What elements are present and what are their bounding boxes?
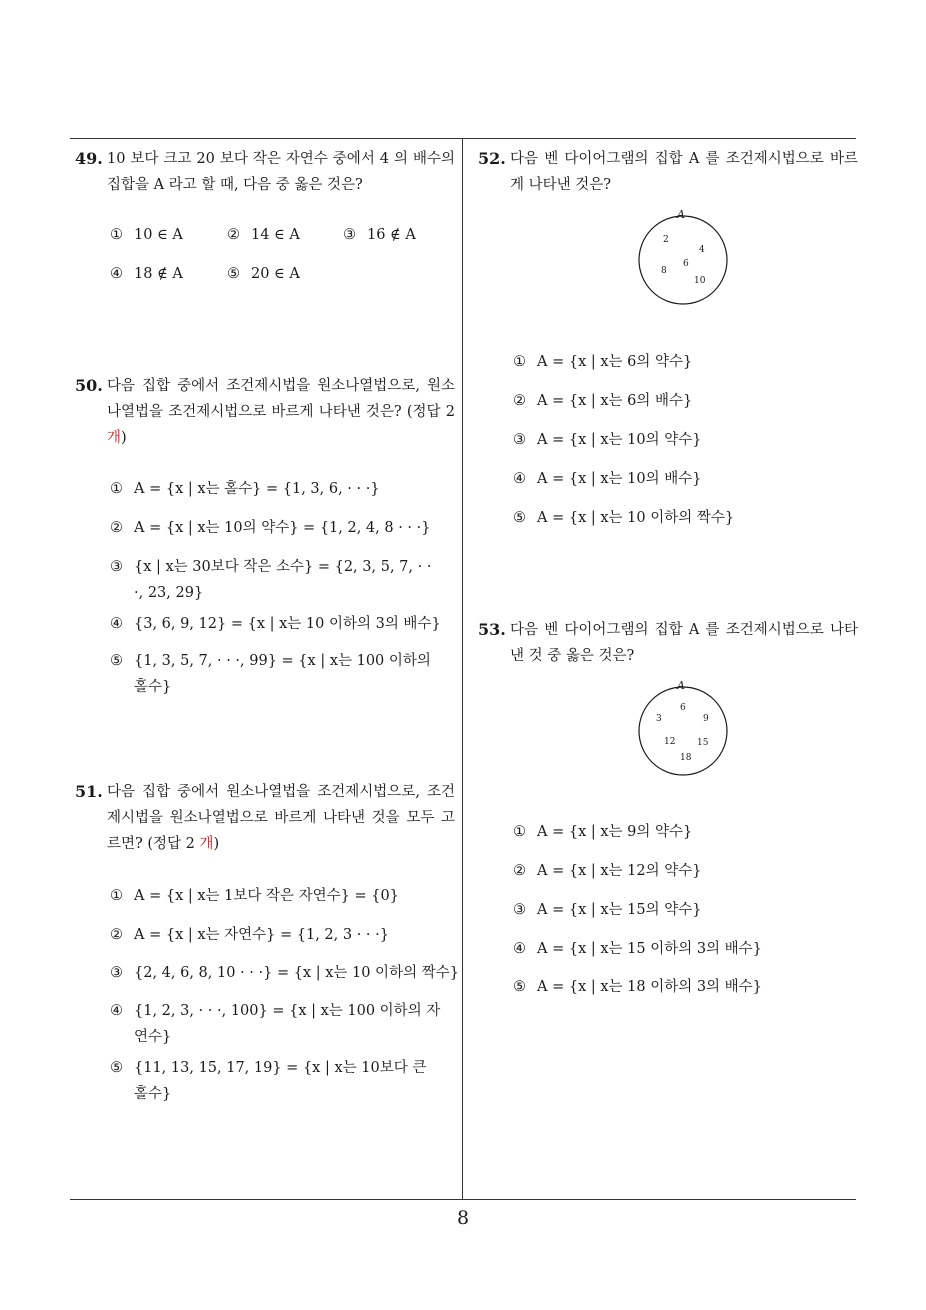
element-label: 8 — [661, 266, 667, 276]
choice-4[interactable]: ④ A = {x | x는 10의 배수} — [513, 471, 702, 487]
question-53 — [478, 617, 858, 669]
page-number: 8 — [456, 1207, 470, 1229]
choice-5[interactable]: ⑤ {1, 3, 5, 7, · · ·, 99} = {x | x는 100 이하의 홀수} — [110, 653, 431, 695]
choice-5[interactable]: ⑤ A = {x | x는 10 이하의 짝수} — [513, 510, 735, 526]
choice-2[interactable]: ② A = {x | x는 10의 약수} = {1, 2, 4, 8 · · ·} — [110, 520, 431, 536]
set-label: A — [677, 679, 685, 692]
choice-5[interactable]: ⑤ A = {x | x는 18 이하의 3의 배수} — [513, 979, 762, 995]
question-number: 50. — [75, 376, 103, 395]
bottom-rule — [70, 1199, 856, 1200]
choice-4[interactable]: ④ 18 ∉ A — [110, 266, 183, 282]
element-label: 4 — [699, 245, 705, 255]
question-text: 다음 벤 다이어그램의 집합 A 를 조건제시법으로 바르게 나타낸 것은? — [510, 151, 858, 193]
question-50 — [75, 373, 455, 451]
choice-1[interactable]: ① A = {x | x는 9의 약수} — [513, 824, 693, 840]
choice-2[interactable]: ② 14 ∈ A — [227, 227, 300, 243]
choice-3[interactable]: ③ A = {x | x는 10의 약수} — [513, 432, 702, 448]
choice-2[interactable]: ② A = {x | x는 6의 배수} — [513, 393, 693, 409]
question-51 — [75, 779, 455, 857]
choice-3[interactable]: ③ A = {x | x는 15의 약수} — [513, 902, 702, 918]
question-text: 다음 집합 중에서 조건제시법을 원소나열법으로, 원소나열법을 조건제시법으로 바르게 나타낸 것은? (정답 2 개) — [107, 378, 455, 446]
choice-5[interactable]: ⑤ {11, 13, 15, 17, 19} = {x | x는 10보다 큰 홀수} — [110, 1060, 427, 1102]
choice-2[interactable]: ② A = {x | x는 자연수} = {1, 2, 3 · · ·} — [110, 927, 389, 943]
choice-4[interactable]: ④ {1, 2, 3, · · ·, 100} = {x | x는 100 이하의 자연수} — [110, 1003, 441, 1045]
element-label: 6 — [680, 703, 686, 713]
set-label: A — [677, 208, 685, 221]
choice-4[interactable]: ④ A = {x | x는 15 이하의 3의 배수} — [513, 941, 762, 957]
venn-diagram — [630, 205, 734, 309]
element-label: 2 — [663, 235, 669, 245]
top-rule — [70, 138, 856, 139]
question-number: 53. — [478, 620, 506, 639]
element-label: 3 — [656, 714, 662, 724]
question-text: 다음 집합 중에서 원소나열법을 조건제시법으로, 조건제시법을 원소나열법으로 바르게 나타낸 것을 모두 고르면? (정답 2 개) — [107, 784, 455, 852]
choice-2[interactable]: ② A = {x | x는 12의 약수} — [513, 863, 702, 879]
choice-5[interactable]: ⑤ 20 ∈ A — [227, 266, 300, 282]
element-label: 9 — [703, 714, 709, 724]
choice-1[interactable]: ① A = {x | x는 6의 약수} — [513, 354, 693, 370]
venn-diagram — [630, 676, 734, 780]
element-label: 10 — [694, 276, 706, 286]
highlight-text: 개 — [199, 836, 214, 852]
choice-3[interactable]: ③ 16 ∉ A — [343, 227, 416, 243]
question-number: 52. — [478, 149, 506, 168]
element-label: 18 — [680, 753, 692, 763]
element-label: 6 — [683, 259, 689, 269]
choice-1[interactable]: ① A = {x | x는 1보다 작은 자연수} = {0} — [110, 888, 399, 904]
choice-3[interactable]: ③ {2, 4, 6, 8, 10 · · ·} = {x | x는 10 이하의 짝수} — [110, 965, 459, 981]
choice-1[interactable]: ① 10 ∈ A — [110, 227, 183, 243]
question-number: 49. — [75, 149, 103, 168]
question-text: 다음 벤 다이어그램의 집합 A 를 조건제시법으로 나타낸 것 중 옳은 것은? — [510, 622, 858, 664]
question-number: 51. — [75, 782, 103, 801]
question-text: 10 보다 크고 20 보다 작은 자연수 중에서 4 의 배수의 집합을 A 라고 할 때, 다음 중 옳은 것은? — [107, 151, 455, 193]
choice-3[interactable]: ③ {x | x는 30보다 작은 소수} = {2, 3, 5, 7, · · ·, 23, 29} — [110, 559, 432, 601]
highlight-text: 개 — [107, 430, 122, 446]
question-49 — [75, 146, 455, 198]
choice-4[interactable]: ④ {3, 6, 9, 12} = {x | x는 10 이하의 3의 배수} — [110, 616, 441, 632]
element-label: 15 — [697, 738, 709, 748]
choice-1[interactable]: ① A = {x | x는 홀수} = {1, 3, 6, · · ·} — [110, 481, 380, 497]
column-divider — [462, 138, 463, 1200]
element-label: 12 — [664, 737, 676, 747]
question-52 — [478, 146, 858, 198]
